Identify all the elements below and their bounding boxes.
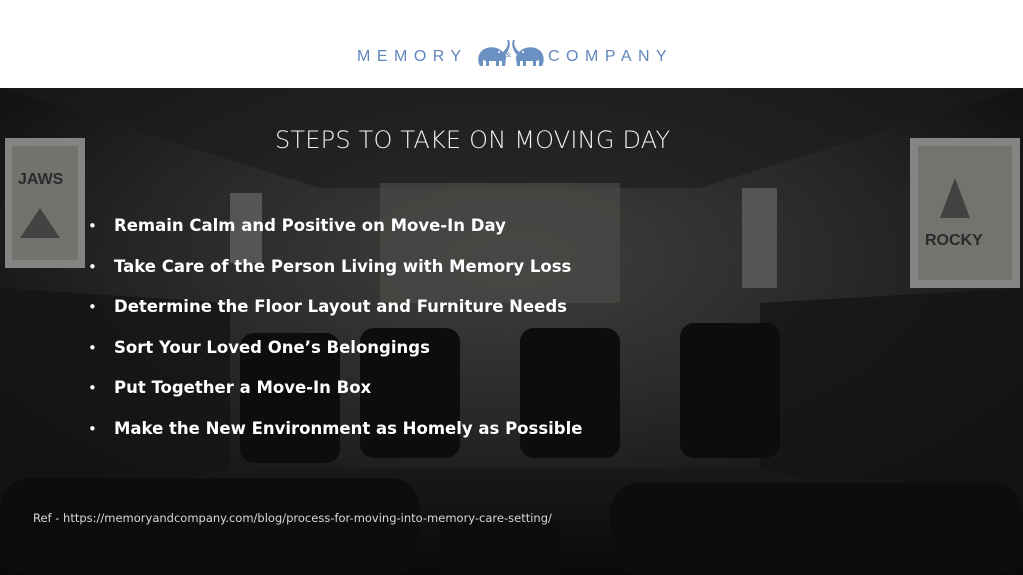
step-text: Take Care of the Person Living with Memory Loss	[114, 256, 572, 276]
bullet: •	[88, 338, 97, 357]
bullet: •	[88, 257, 97, 276]
bullet: •	[88, 217, 97, 235]
poster-left-label: JAWS	[18, 171, 64, 188]
step-text: Determine the Floor Layout and Furniture Needs	[114, 297, 567, 317]
logo-ampersand: &	[505, 50, 512, 59]
steps-list	[88, 214, 582, 458]
logo-word-memory: MEMORY	[357, 48, 468, 65]
list-item	[88, 336, 582, 377]
list-item	[88, 214, 582, 255]
step-text: Sort Your Loved One’s Belongings	[114, 337, 430, 357]
step-text: Remain Calm and Positive on Move-In Day	[114, 216, 506, 235]
bullet: •	[88, 419, 97, 438]
step-text: Put Together a Move-In Box	[114, 378, 372, 398]
header	[0, 0, 1023, 88]
list-item	[88, 295, 582, 336]
bullet: •	[88, 298, 97, 317]
poster-right-label: ROCKY	[925, 232, 983, 249]
step-text: Make the New Environment as Homely as Possible	[114, 418, 583, 438]
slide-title: STEPS TO TAKE ON MOVING DAY	[275, 126, 671, 154]
list-item	[88, 255, 582, 296]
list-item	[88, 417, 582, 458]
list-item	[88, 376, 582, 417]
memory-and-company-logo	[355, 38, 675, 72]
slide-content	[0, 88, 1023, 575]
reference-link[interactable]: Ref - https://memoryandcompany.com/blog/process-for-moving-into-memory-care-setting/	[33, 511, 552, 525]
logo-word-company: COMPANY	[548, 48, 674, 65]
bullet: •	[88, 379, 97, 398]
